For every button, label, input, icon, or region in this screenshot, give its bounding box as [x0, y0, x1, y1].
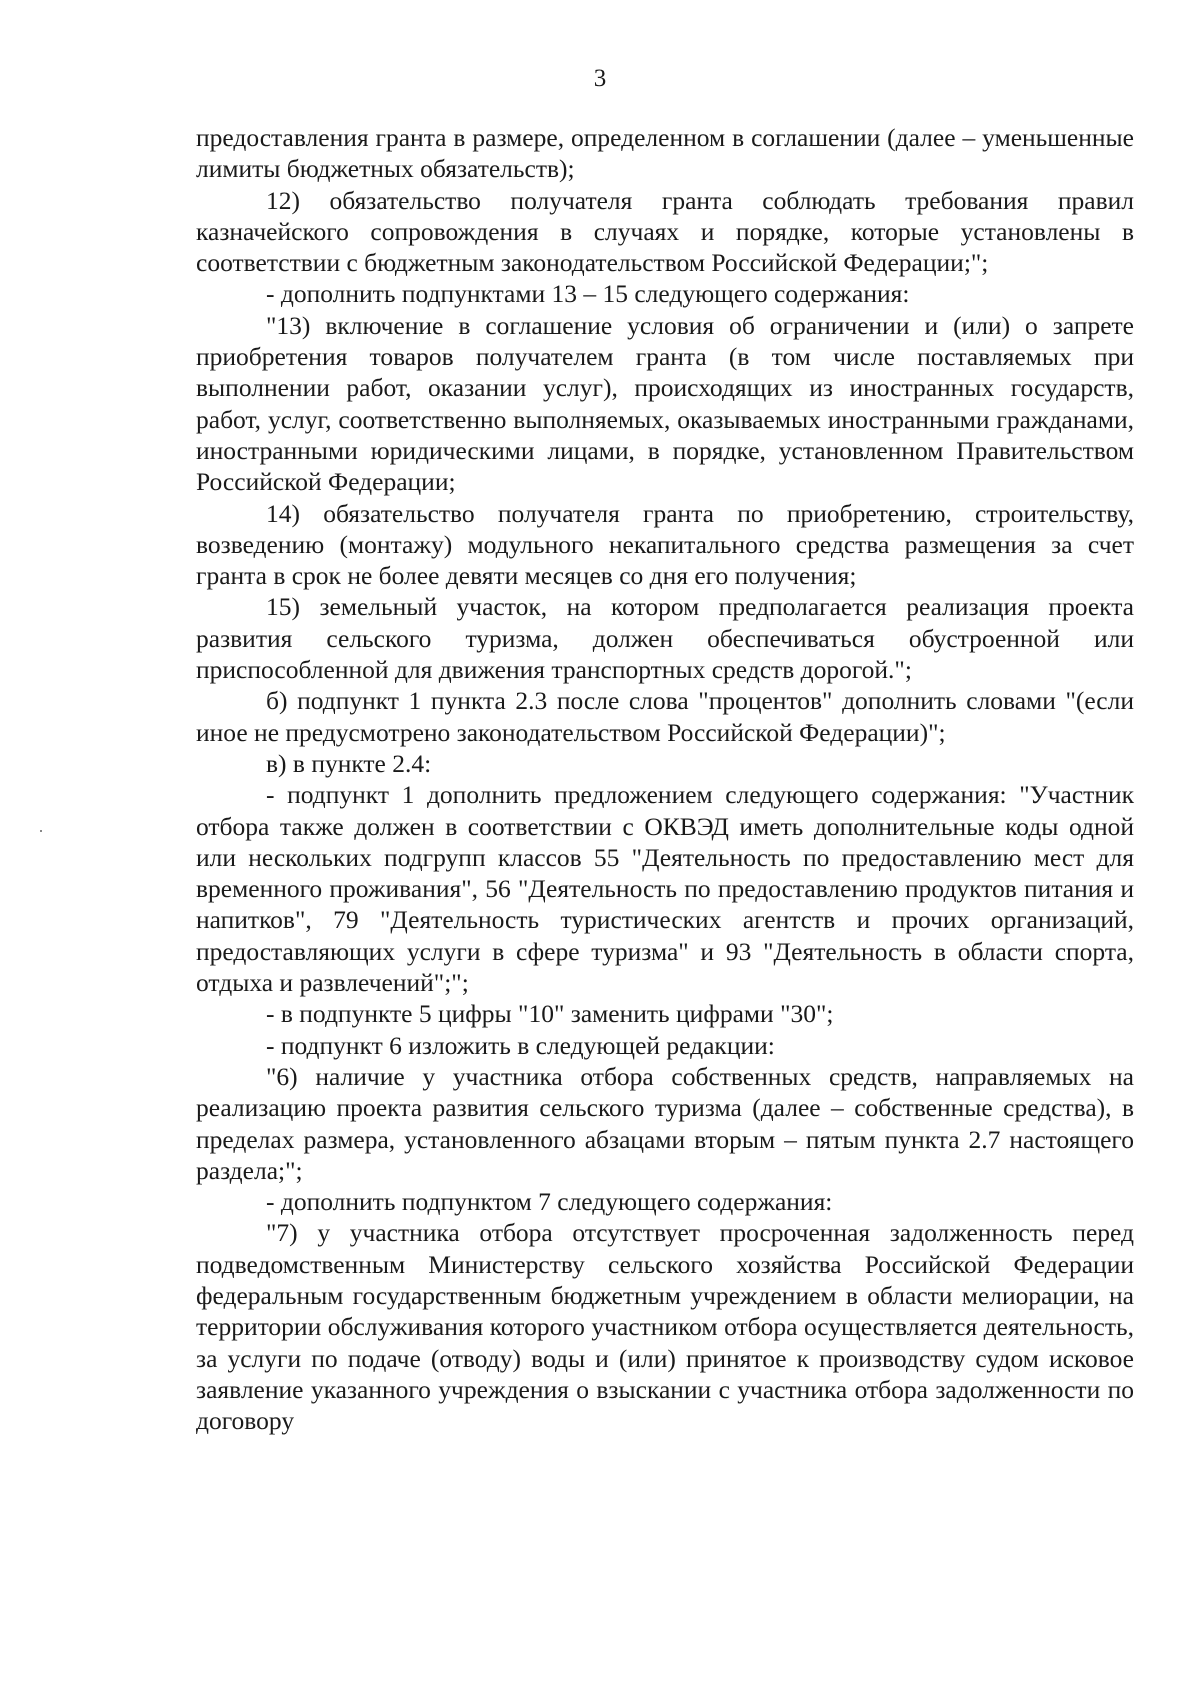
paragraph-13: - дополнить подпунктом 7 следующего содержания: — [266, 1187, 833, 1217]
paragraph-7: б) подпункт 1 пункта 2.3 после слова "процентов" дополнить словами "(если иное не предусмотрено законодательством Российской Федерации)"; — [196, 686, 1134, 747]
paragraph-8: в) в пункте 2.4: — [266, 748, 432, 778]
paragraph-9: - подпункт 1 дополнить предложением следующего содержания: "Участник отбора также должен в соответствии с ОКВЭД иметь дополнительные коды одной или нескольких подгрупп классов 55 "Деятельность по предоставлению мест для временного проживания", 56 "Деятельность по предоставлению продуктов питания и напитков", 79 "Деятельность туристических агентств и прочих организаций, предоставляющих услуги в сфере туризма" и 93 "Деятельность в области спорта, отдыха и развлечений";"; — [196, 780, 1134, 998]
paragraph-1: предоставления гранта в размере, определенном в соглашении (далее – уменьшенные лимиты бюджетных обязательств); — [196, 123, 1134, 184]
paragraph-4: "13) включение в соглашение условия об ограничении и (или) о запрете приобретения товаров получателем гранта (в том числе поставляемых при выполнении работ, оказании услуг), происходящих из иностранных государств, работ, услуг, соответственно выполняемых, оказываемых иностранными гражданами, иностранными юридическими лицами, в порядке, установленном Правительством Российской Федерации; — [196, 310, 1134, 497]
paragraph-10: - в подпункте 5 цифры "10" заменить цифрами "30"; — [266, 999, 834, 1029]
paragraph-6: 15) земельный участок, на котором предполагается реализация проекта развития сельского туризма, должен обеспечиваться обустроенной или приспособленной для движения транспортных средств дорогой."; — [196, 592, 1134, 685]
paragraph-11: - подпункт 6 изложить в следующей редакции: — [266, 1030, 775, 1060]
paragraph-14: "7) у участника отбора отсутствует просроченная задолженность перед подведомственным Министерству сельского хозяйства Российской Федерации федеральным государственным бюджетным учреждением в области мелиорации, на территории обслуживания которого участником отбора осуществляется деятельность, за услуги по подаче (отводу) воды и (или) принятое к производству судом исковое заявление указанного учреждения о взыскании с участника отбора задолженности по договору — [196, 1218, 1134, 1436]
paragraph-5: 14) обязательство получателя гранта по приобретению, строительству, возведению (монтажу) модульного некапитального средства размещения за счет гранта в срок не более девяти месяцев со дня его получения; — [196, 498, 1134, 591]
paragraph-2: 12) обязательство получателя гранта соблюдать требования правил казначейского сопровождения в случаях и порядке, которые установлены в соответствии с бюджетным законодательством Российской Федерации;"; — [196, 185, 1134, 278]
document-body — [196, 122, 1134, 1436]
page-number: 3 — [593, 65, 607, 92]
paragraph-12: "6) наличие у участника отбора собственных средств, направляемых на реализацию проекта развития сельского туризма (далее – собственные средства), в пределах размера, установленного абзацами вторым – пятым пункта 2.7 настоящего раздела;"; — [196, 1061, 1134, 1185]
scan-artifact — [40, 830, 42, 832]
paragraph-3: - дополнить подпунктами 13 – 15 следующего содержания: — [266, 279, 910, 309]
